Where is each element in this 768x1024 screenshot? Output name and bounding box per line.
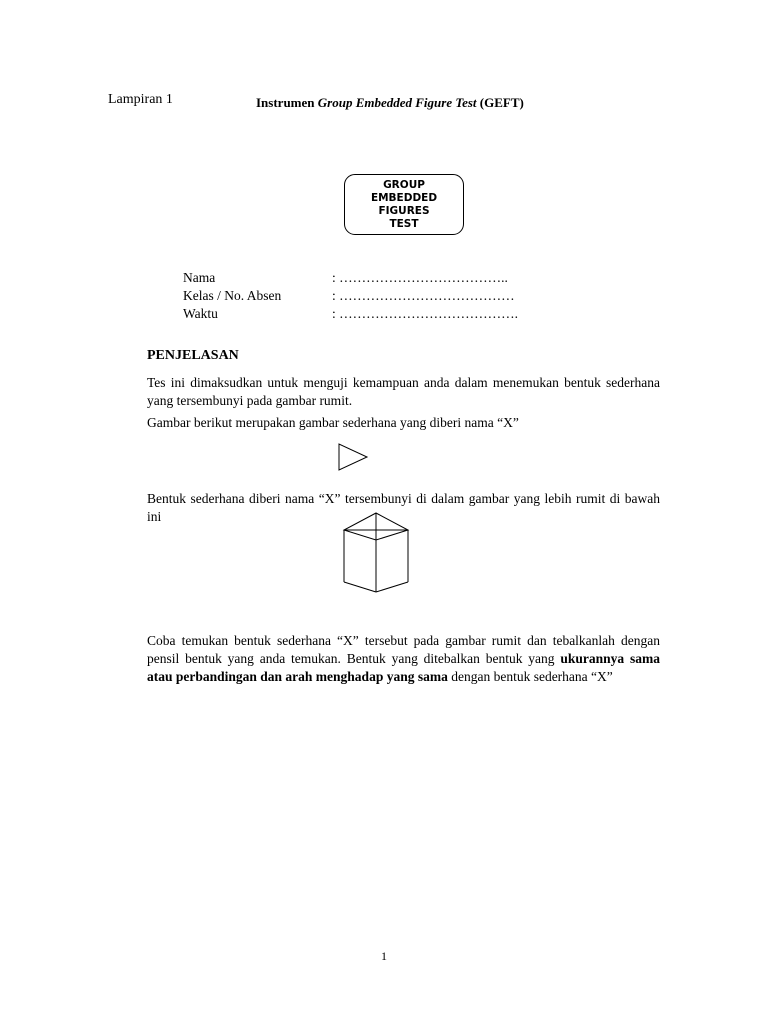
field-value-kelas[interactable]: : ………………………………… [332, 288, 515, 303]
title-italic: Group Embedded Figure Test [317, 95, 477, 110]
instructions-text-2: dengan bentuk sederhana “X” [451, 669, 613, 684]
field-label-kelas: Kelas / No. Absen [183, 288, 282, 303]
logo-line-2: EMBEDDED [370, 191, 438, 204]
paragraph-simple-figure: Gambar berikut merupakan gambar sederhana yang diberi nama “X” [147, 415, 519, 430]
logo-line-3: FIGURES [378, 204, 430, 217]
field-label-waktu: Waktu [183, 306, 218, 321]
instructions-text-1: Coba temukan bentuk sederhana “X” tersebut pada gambar rumit dan tebalkanlah dengan pensil bentuk yang anda temukan. Bentuk yang ditebalkan bentuk yang [147, 633, 660, 666]
logo-line-4: TEST [389, 217, 419, 230]
title-prefix: Instrumen [256, 95, 315, 110]
complex-figure-cube-icon [340, 510, 412, 594]
logo-line-1: GROUP [383, 178, 425, 191]
field-value-nama[interactable]: : ……………………………….. [332, 270, 508, 285]
page-number: 1 [381, 949, 387, 963]
paragraph-hidden-figure: Bentuk sederhana diberi nama “X” tersembunyi di dalam gambar yang lebih rumit di bawah ini [147, 491, 660, 524]
title-suffix: (GEFT) [479, 95, 524, 110]
appendix-label: Lampiran 1 [108, 92, 173, 107]
simple-figure-x-triangle-icon [336, 442, 372, 474]
section-heading: PENJELASAN [147, 348, 239, 363]
field-label-nama: Nama [183, 270, 216, 285]
geft-logo-box [344, 174, 464, 235]
field-value-waktu[interactable]: : …………………………………. [332, 306, 519, 321]
paragraph-intro: Tes ini dimaksudkan untuk menguji kemampuan anda dalam menemukan bentuk sederhana yang tersembunyi pada gambar rumit. [147, 375, 660, 408]
instructions-emphasis: ukurannya sama atau perbandingan dan arah menghadap yang sama [147, 651, 661, 684]
paragraph-instructions [147, 632, 660, 686]
page-title [256, 95, 524, 111]
